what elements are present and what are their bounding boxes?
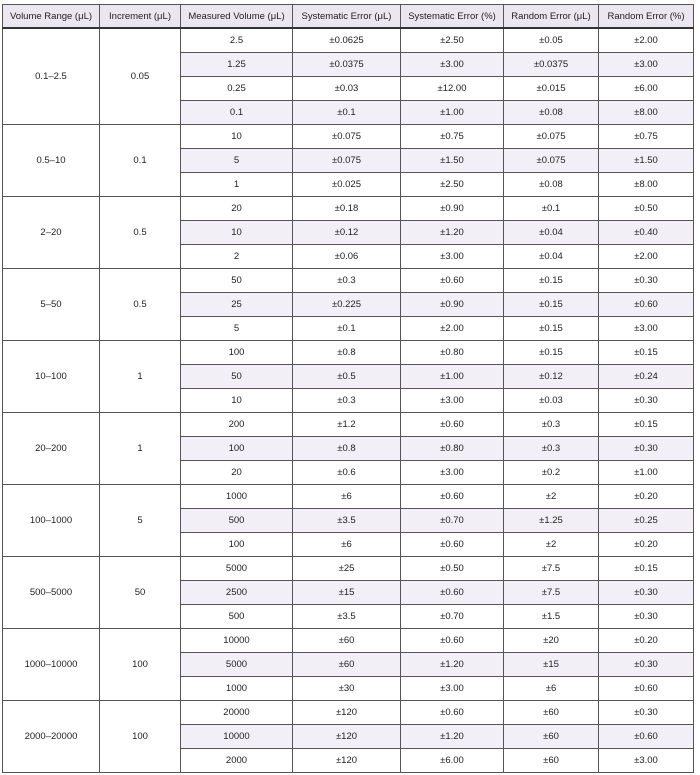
volume-range-cell: 0.5–10	[3, 125, 100, 197]
random-error-ul-cell: ±0.015	[504, 77, 599, 101]
volume-range-cell: 100–1000	[3, 485, 100, 557]
random-error-ul-cell: ±0.3	[504, 437, 599, 461]
random-error-ul-cell: ±0.08	[504, 101, 599, 125]
measured-volume-cell: 1000	[181, 677, 293, 701]
systematic-error-ul-cell: ±0.6	[293, 461, 401, 485]
systematic-error-pct-cell: ±2.50	[401, 173, 504, 197]
systematic-error-ul-cell: ±0.0625	[293, 28, 401, 53]
systematic-error-pct-cell: ±2.50	[401, 28, 504, 53]
measured-volume-cell: 0.1	[181, 101, 293, 125]
systematic-error-ul-cell: ±6	[293, 533, 401, 557]
systematic-error-pct-cell: ±0.60	[401, 701, 504, 725]
systematic-error-pct-cell: ±0.70	[401, 605, 504, 629]
random-error-pct-cell: ±1.00	[599, 461, 694, 485]
measured-volume-cell: 20	[181, 197, 293, 221]
random-error-pct-cell: ±2.00	[599, 28, 694, 53]
systematic-error-pct-cell: ±0.90	[401, 197, 504, 221]
random-error-ul-cell: ±0.03	[504, 389, 599, 413]
measured-volume-cell: 500	[181, 605, 293, 629]
pipette-error-table	[2, 4, 694, 773]
systematic-error-pct-cell: ±0.90	[401, 293, 504, 317]
random-error-ul-cell: ±0.2	[504, 461, 599, 485]
volume-range-cell: 1000–10000	[3, 629, 100, 701]
systematic-error-pct-cell: ±0.75	[401, 125, 504, 149]
measured-volume-cell: 100	[181, 437, 293, 461]
random-error-ul-cell: ±6	[504, 677, 599, 701]
measured-volume-cell: 10000	[181, 725, 293, 749]
table-row	[3, 413, 694, 437]
systematic-error-pct-cell: ±1.00	[401, 101, 504, 125]
random-error-ul-cell: ±0.15	[504, 293, 599, 317]
systematic-error-pct-cell: ±0.80	[401, 341, 504, 365]
random-error-pct-cell: ±0.60	[599, 725, 694, 749]
systematic-error-pct-cell: ±0.50	[401, 557, 504, 581]
random-error-pct-cell: ±3.00	[599, 317, 694, 341]
systematic-error-pct-cell: ±3.00	[401, 53, 504, 77]
measured-volume-cell: 5000	[181, 653, 293, 677]
increment-cell: 50	[100, 557, 181, 629]
increment-cell: 5	[100, 485, 181, 557]
table-row	[3, 485, 694, 509]
header-volume-range: Volume Range (μL)	[3, 5, 100, 29]
random-error-ul-cell: ±0.15	[504, 269, 599, 293]
systematic-error-ul-cell: ±0.03	[293, 77, 401, 101]
systematic-error-ul-cell: ±0.8	[293, 341, 401, 365]
measured-volume-cell: 25	[181, 293, 293, 317]
random-error-ul-cell: ±20	[504, 629, 599, 653]
volume-range-cell: 0.1–2.5	[3, 28, 100, 125]
random-error-ul-cell: ±7.5	[504, 557, 599, 581]
systematic-error-ul-cell: ±120	[293, 749, 401, 773]
increment-cell: 1	[100, 413, 181, 485]
random-error-pct-cell: ±0.25	[599, 509, 694, 533]
increment-cell: 100	[100, 701, 181, 773]
measured-volume-cell: 1	[181, 173, 293, 197]
systematic-error-pct-cell: ±0.60	[401, 413, 504, 437]
measured-volume-cell: 1.25	[181, 53, 293, 77]
systematic-error-pct-cell: ±2.00	[401, 317, 504, 341]
random-error-ul-cell: ±1.5	[504, 605, 599, 629]
measured-volume-cell: 5	[181, 317, 293, 341]
random-error-ul-cell: ±0.3	[504, 413, 599, 437]
table-row	[3, 557, 694, 581]
random-error-ul-cell: ±0.0375	[504, 53, 599, 77]
systematic-error-pct-cell: ±1.20	[401, 725, 504, 749]
measured-volume-cell: 1000	[181, 485, 293, 509]
systematic-error-pct-cell: ±3.00	[401, 389, 504, 413]
random-error-ul-cell: ±0.04	[504, 245, 599, 269]
measured-volume-cell: 100	[181, 533, 293, 557]
systematic-error-pct-cell: ±0.60	[401, 533, 504, 557]
systematic-error-ul-cell: ±0.1	[293, 101, 401, 125]
random-error-pct-cell: ±3.00	[599, 749, 694, 773]
measured-volume-cell: 20000	[181, 701, 293, 725]
random-error-ul-cell: ±15	[504, 653, 599, 677]
systematic-error-ul-cell: ±120	[293, 701, 401, 725]
random-error-ul-cell: ±0.08	[504, 173, 599, 197]
systematic-error-pct-cell: ±6.00	[401, 749, 504, 773]
measured-volume-cell: 50	[181, 269, 293, 293]
volume-range-cell: 5–50	[3, 269, 100, 341]
random-error-pct-cell: ±0.60	[599, 293, 694, 317]
systematic-error-pct-cell: ±1.00	[401, 365, 504, 389]
increment-cell: 100	[100, 629, 181, 701]
measured-volume-cell: 2000	[181, 749, 293, 773]
systematic-error-pct-cell: ±0.70	[401, 509, 504, 533]
header-increment: Increment (μL)	[100, 5, 181, 29]
volume-range-cell: 20–200	[3, 413, 100, 485]
table-row	[3, 629, 694, 653]
increment-cell: 0.1	[100, 125, 181, 197]
table-row	[3, 341, 694, 365]
volume-range-cell: 2000–20000	[3, 701, 100, 773]
header-random-error-pct: Random Error (%)	[599, 5, 694, 29]
measured-volume-cell: 50	[181, 365, 293, 389]
random-error-pct-cell: ±0.30	[599, 269, 694, 293]
volume-range-cell: 10–100	[3, 341, 100, 413]
measured-volume-cell: 0.25	[181, 77, 293, 101]
systematic-error-pct-cell: ±3.00	[401, 245, 504, 269]
measured-volume-cell: 10	[181, 125, 293, 149]
systematic-error-pct-cell: ±1.20	[401, 221, 504, 245]
volume-range-cell: 500–5000	[3, 557, 100, 629]
random-error-ul-cell: ±2	[504, 533, 599, 557]
random-error-pct-cell: ±1.50	[599, 149, 694, 173]
random-error-ul-cell: ±0.15	[504, 341, 599, 365]
systematic-error-pct-cell: ±0.80	[401, 437, 504, 461]
random-error-ul-cell: ±0.05	[504, 28, 599, 53]
random-error-pct-cell: ±3.00	[599, 53, 694, 77]
random-error-ul-cell: ±0.12	[504, 365, 599, 389]
random-error-pct-cell: ±0.60	[599, 677, 694, 701]
systematic-error-ul-cell: ±0.3	[293, 389, 401, 413]
random-error-pct-cell: ±0.20	[599, 485, 694, 509]
random-error-ul-cell: ±7.5	[504, 581, 599, 605]
systematic-error-ul-cell: ±3.5	[293, 605, 401, 629]
systematic-error-ul-cell: ±60	[293, 653, 401, 677]
random-error-pct-cell: ±0.40	[599, 221, 694, 245]
systematic-error-ul-cell: ±0.075	[293, 149, 401, 173]
random-error-ul-cell: ±0.04	[504, 221, 599, 245]
systematic-error-ul-cell: ±60	[293, 629, 401, 653]
table-row	[3, 197, 694, 221]
systematic-error-ul-cell: ±6	[293, 485, 401, 509]
systematic-error-ul-cell: ±3.5	[293, 509, 401, 533]
measured-volume-cell: 100	[181, 341, 293, 365]
systematic-error-ul-cell: ±0.3	[293, 269, 401, 293]
random-error-ul-cell: ±60	[504, 701, 599, 725]
random-error-ul-cell: ±1.25	[504, 509, 599, 533]
pipette-error-table-container	[2, 4, 694, 773]
increment-cell: 0.5	[100, 269, 181, 341]
measured-volume-cell: 2500	[181, 581, 293, 605]
header-row	[3, 5, 694, 29]
random-error-ul-cell: ±0.075	[504, 149, 599, 173]
systematic-error-ul-cell: ±25	[293, 557, 401, 581]
random-error-pct-cell: ±0.20	[599, 533, 694, 557]
systematic-error-pct-cell: ±12.00	[401, 77, 504, 101]
systematic-error-pct-cell: ±1.20	[401, 653, 504, 677]
systematic-error-ul-cell: ±0.8	[293, 437, 401, 461]
random-error-pct-cell: ±0.15	[599, 557, 694, 581]
header-systematic-error-pct: Systematic Error (%)	[401, 5, 504, 29]
systematic-error-pct-cell: ±0.60	[401, 269, 504, 293]
measured-volume-cell: 5000	[181, 557, 293, 581]
systematic-error-pct-cell: ±0.60	[401, 629, 504, 653]
increment-cell: 0.5	[100, 197, 181, 269]
random-error-pct-cell: ±2.00	[599, 245, 694, 269]
systematic-error-ul-cell: ±1.2	[293, 413, 401, 437]
systematic-error-pct-cell: ±3.00	[401, 461, 504, 485]
header-systematic-error-ul: Systematic Error (μL)	[293, 5, 401, 29]
table-body	[3, 28, 694, 773]
table-row	[3, 28, 694, 53]
measured-volume-cell: 10	[181, 221, 293, 245]
random-error-pct-cell: ±6.00	[599, 77, 694, 101]
measured-volume-cell: 200	[181, 413, 293, 437]
random-error-pct-cell: ±0.30	[599, 653, 694, 677]
header-random-error-ul: Random Error (μL)	[504, 5, 599, 29]
systematic-error-ul-cell: ±0.5	[293, 365, 401, 389]
table-row	[3, 701, 694, 725]
systematic-error-ul-cell: ±0.025	[293, 173, 401, 197]
random-error-ul-cell: ±60	[504, 749, 599, 773]
random-error-pct-cell: ±0.15	[599, 413, 694, 437]
systematic-error-ul-cell: ±0.225	[293, 293, 401, 317]
measured-volume-cell: 10000	[181, 629, 293, 653]
random-error-pct-cell: ±0.20	[599, 629, 694, 653]
random-error-pct-cell: ±0.30	[599, 437, 694, 461]
random-error-pct-cell: ±0.15	[599, 341, 694, 365]
table-row	[3, 269, 694, 293]
systematic-error-ul-cell: ±0.18	[293, 197, 401, 221]
random-error-ul-cell: ±0.1	[504, 197, 599, 221]
systematic-error-pct-cell: ±0.60	[401, 485, 504, 509]
random-error-ul-cell: ±0.075	[504, 125, 599, 149]
random-error-ul-cell: ±60	[504, 725, 599, 749]
increment-cell: 1	[100, 341, 181, 413]
table-row	[3, 125, 694, 149]
systematic-error-ul-cell: ±15	[293, 581, 401, 605]
measured-volume-cell: 2.5	[181, 28, 293, 53]
random-error-ul-cell: ±2	[504, 485, 599, 509]
table-header	[3, 5, 694, 29]
header-measured-volume: Measured Volume (μL)	[181, 5, 293, 29]
random-error-pct-cell: ±0.30	[599, 581, 694, 605]
systematic-error-pct-cell: ±3.00	[401, 677, 504, 701]
random-error-pct-cell: ±0.30	[599, 701, 694, 725]
random-error-pct-cell: ±0.24	[599, 365, 694, 389]
measured-volume-cell: 20	[181, 461, 293, 485]
increment-cell: 0.05	[100, 28, 181, 125]
systematic-error-pct-cell: ±0.60	[401, 581, 504, 605]
random-error-pct-cell: ±8.00	[599, 173, 694, 197]
measured-volume-cell: 500	[181, 509, 293, 533]
systematic-error-ul-cell: ±0.1	[293, 317, 401, 341]
measured-volume-cell: 5	[181, 149, 293, 173]
random-error-ul-cell: ±0.15	[504, 317, 599, 341]
random-error-pct-cell: ±0.50	[599, 197, 694, 221]
systematic-error-ul-cell: ±0.06	[293, 245, 401, 269]
systematic-error-pct-cell: ±1.50	[401, 149, 504, 173]
systematic-error-ul-cell: ±0.0375	[293, 53, 401, 77]
random-error-pct-cell: ±8.00	[599, 101, 694, 125]
random-error-pct-cell: ±0.75	[599, 125, 694, 149]
volume-range-cell: 2–20	[3, 197, 100, 269]
systematic-error-ul-cell: ±30	[293, 677, 401, 701]
random-error-pct-cell: ±0.30	[599, 605, 694, 629]
measured-volume-cell: 2	[181, 245, 293, 269]
systematic-error-ul-cell: ±0.075	[293, 125, 401, 149]
systematic-error-ul-cell: ±120	[293, 725, 401, 749]
measured-volume-cell: 10	[181, 389, 293, 413]
systematic-error-ul-cell: ±0.12	[293, 221, 401, 245]
random-error-pct-cell: ±0.30	[599, 389, 694, 413]
